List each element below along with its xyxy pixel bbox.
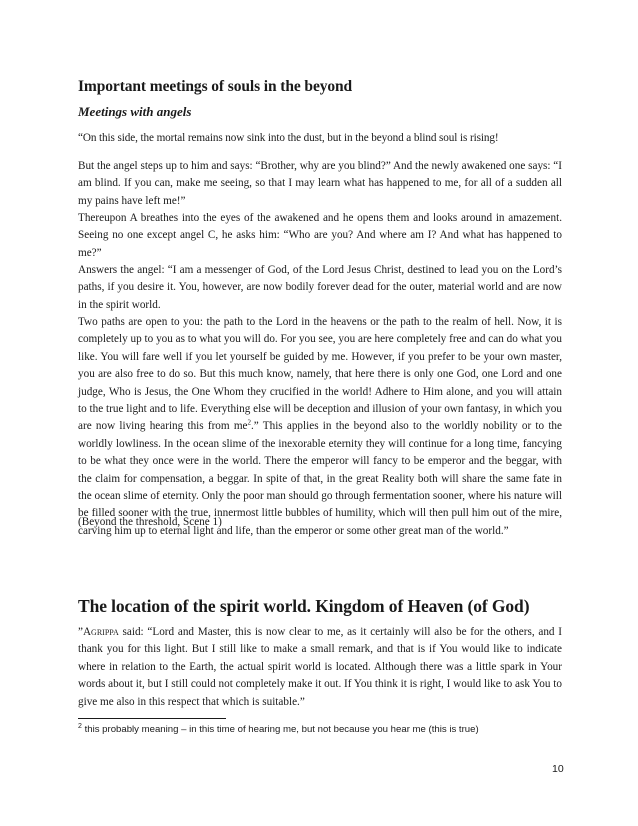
section-title: Important meetings of souls in the beyond xyxy=(78,78,353,95)
two-paths-text-b: .” This applies in the beyond also to the worldly nobility or to the worldly lowliness. In the ocean slime of the inexorable eternity they will continue for a long time, fancying to be what they once were in the world. There the emperor will fancy to be emperor and the beggar, with the claim for compensation, a beggar. In spite of that, in the great Reality both will share the same fate in the ocean slime of eternity. Only the poor man should go through fermentation sooner, where his nature will be filled sooner with the true, innermost little bubbles of humility, which will then pull him out of the mire, carving him up to eternal light and life, than the emperor or some other great man of the world.” xyxy=(78,420,562,537)
footnote-ref[interactable]: 2 xyxy=(247,418,251,427)
agrippa-text: said: “Lord and Master, this is now clear to me, as it certainly will also be for the others, and I thank you for this light. But I still like to make a small remark, and that is if You would like to indicate where in relation to the Earth, the actual spirit world is located. Although there was a little spark in Your words about it, but I still could not completely make it out. If You think it is right, I would like to ask You to give me also in this respect that which is suitable.” xyxy=(78,626,562,708)
footnote-text: this probably meaning – in this time of hearing me, but not because you hear me (this is true) xyxy=(81,724,479,735)
paragraph-two-paths xyxy=(78,314,562,540)
quote-open: ” xyxy=(78,626,83,638)
source-citation: (Beyond the threshold, Scene 1) xyxy=(78,516,222,528)
footnote-number: 2 xyxy=(78,722,82,730)
section-title-2: The location of the spirit world. Kingdom of Heaven (of God) xyxy=(78,596,530,616)
page-number: 10 xyxy=(552,763,564,775)
paragraph-messenger: Answers the angel: “I am a messenger of God, of the Lord Jesus Christ, destined to lead you on the Lord’s paths, if you desire it. You, however, are now bodily forever dead for the outer, material world and are now in the spirit world. xyxy=(78,264,562,311)
paragraph-agrippa xyxy=(78,624,562,711)
two-paths-text-a: Two paths are open to you: the path to the Lord in the heavens or the path to the realm of hell. Now, it is completely up to you as to what you will do. For you see, you are here completely free and can do what you like. You will fare well if you let yourself be guided by me. However, if you prefer to be your own master, you are also free to do so. But this much know, namely, that here there is only one God, one Lord and one judge, Who is Jesus, the One Whom they crucified in the world! Adhere to Him alone, and you will attain to the true light and to life. Everything else will be deception and illusion of your own fantasy, in which you are now living hearing this from me xyxy=(78,316,562,433)
footnote-separator xyxy=(78,718,226,719)
paragraph-opening: “On this side, the mortal remains now sink into the dust, but in the beyond a blind soul is rising! xyxy=(78,132,499,144)
speaker-name: Agrippa xyxy=(82,626,119,638)
paragraph-angel-question: But the angel steps up to him and says: “Brother, why are you blind?” And the newly awakened one says: “I am blind. If you can, make me seeing, so that I may learn what has happened to me, for all of a sudden all my pains have left me!” xyxy=(78,160,562,207)
paragraph-breathes: Thereupon A breathes into the eyes of the awakened and he opens them and looks around in amazement. Seeing no one except angel C, he asks him: “Who are you? And where am I? And what has happened to me?” xyxy=(78,212,562,259)
footnote xyxy=(78,724,479,735)
section-subtitle: Meetings with angels xyxy=(78,104,192,119)
